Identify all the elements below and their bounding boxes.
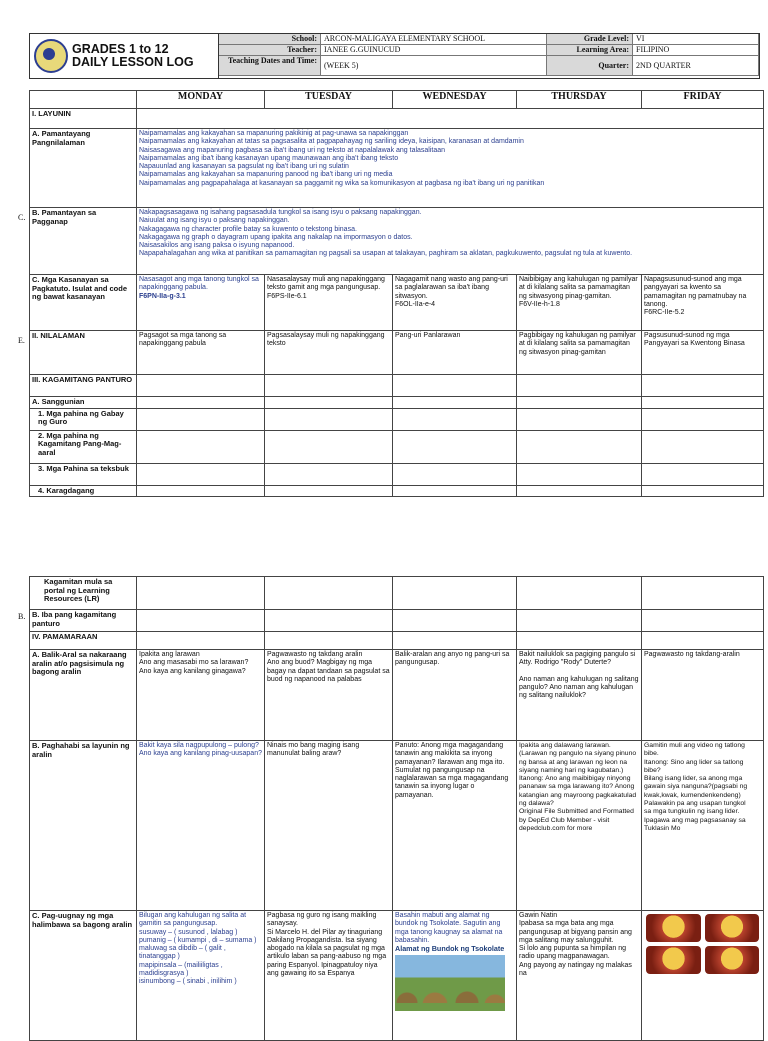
paghahabi-friday: Gamitin muli ang video ng tatlong bibe. Itanong: Sino ang lider sa tatlong bibe? Bilang isang lider, sa anong mga gawain siya nanguna?(pagsabi ng kwak,kwak, kumendenkendeng) Palawakin pa ang usapan tungkol sa mga tungkulin ng isang lider. Ipagawa ang mag pagsasanay sa Tuklasin Mo bbox=[642, 741, 764, 911]
kasanayan-wednesday bbox=[393, 275, 517, 331]
empty-cell bbox=[393, 577, 517, 610]
empty-cell bbox=[265, 397, 393, 409]
pamantayang-content bbox=[137, 129, 764, 208]
empty-cell bbox=[517, 577, 642, 610]
empty-cell bbox=[137, 632, 265, 650]
pag-uugnay-tuesday: Pagbasa ng guro ng isang maikling sanaysay. Si Marcelo H. del Pilar ay tinaguriang Dakilang Propagandista. Isa siyang abogado na kilala sa pagsulat ng mga artikulo laban sa pang-aabuso ng mga paring Espanyol. Ipinagpatuloy niya ang gawaing ito sa Espanya bbox=[265, 911, 393, 1041]
empty-cell bbox=[642, 430, 764, 463]
kasanayan-text: Naibibigay ang kahulugan ng pamilyar at di kilalang salita sa pamamagitan ng sitwasyong pinag-gamitan. bbox=[519, 276, 638, 300]
empty-cell bbox=[642, 485, 764, 497]
empty-cell bbox=[393, 375, 517, 397]
crown-image bbox=[646, 914, 701, 942]
empty-cell bbox=[517, 375, 642, 397]
paghahabi-tuesday: Ninais mo bang maging isang manunulat baling araw? bbox=[265, 741, 393, 911]
empty-cell bbox=[393, 463, 517, 485]
empty-cell bbox=[642, 463, 764, 485]
paghahabi-monday: Bakit kaya sila nagpupulong – pulong? Ano kaya ang kanilang pinag-uusapan? bbox=[137, 741, 265, 911]
pamantayang-line: Naisasagawa ang mapanuring pagbasa sa iba't ibang uri ng teksto at napalalawak ang talasalitaan bbox=[139, 146, 446, 154]
pamantayang-label: A. Pamantayang Pangnilalaman bbox=[30, 129, 137, 208]
chocolate-hills-image bbox=[395, 955, 505, 1011]
kagamitang-label: III. KAGAMITANG PANTURO bbox=[30, 375, 137, 397]
empty-cell bbox=[517, 632, 642, 650]
empty-cell bbox=[642, 577, 764, 610]
teaching-dates-label: Teaching Dates and Time: bbox=[219, 56, 321, 76]
page-title bbox=[72, 43, 194, 69]
deped-seal-icon bbox=[34, 39, 68, 73]
empty-cell bbox=[642, 397, 764, 409]
empty-cell bbox=[393, 632, 517, 650]
crown-image bbox=[646, 946, 701, 974]
grade-level-value: VI bbox=[633, 34, 759, 45]
nilalaman-thursday: Pagbibigay ng kahulugan ng pamilyar at di kilalang salita sa pamamagitan ng sitwasyon pinag-gamitan bbox=[517, 331, 642, 375]
empty-cell bbox=[517, 430, 642, 463]
margin-mark-b: B. bbox=[18, 612, 26, 621]
margin-mark-e: E. bbox=[18, 336, 25, 345]
day-header-monday: MONDAY bbox=[137, 91, 265, 109]
karagdagang-label: 4. Karagdagang bbox=[30, 485, 137, 497]
empty-cell bbox=[517, 408, 642, 430]
empty-cell bbox=[393, 430, 517, 463]
pagganap-line: Nakagagawa ng character profile batay sa kuwento o tekstong binasa. bbox=[139, 225, 357, 233]
gabay-label: 1. Mga pahina ng Gabay ng Guro bbox=[30, 408, 137, 430]
empty-cell bbox=[137, 408, 265, 430]
learning-area-value: FILIPINO bbox=[633, 45, 759, 56]
kasanayan-tuesday bbox=[265, 275, 393, 331]
nilalaman-label: II. NILALAMAN bbox=[30, 331, 137, 375]
header-box bbox=[29, 33, 760, 79]
lesson-table-page1 bbox=[29, 90, 764, 497]
empty-cell bbox=[137, 577, 265, 610]
school-value: ARCON-MALIGAYA ELEMENTARY SCHOOL bbox=[321, 34, 547, 45]
teaching-dates-value: (WEEK 5) bbox=[321, 56, 547, 76]
empty-cell bbox=[137, 610, 265, 632]
pag-uugnay-monday: Bilugan ang kahulugan ng salita at gamitin sa pangungusap. susuway – ( susunod , lalabag ) pumanig – ( kumampi , di – sumama ) maluwag sa dibdib – ( galit , tinatanggap ) mapipinsala – (mailiiligtas , madidisgrasya ) isinumbong – ( sinabi , inilihim ) bbox=[137, 911, 265, 1041]
quarter-label: Quarter: bbox=[547, 56, 633, 76]
pamantayang-line: Naipamamalas ang kakayahan sa mapanuring pakikinig at pag-unawa sa napakinggan bbox=[139, 130, 409, 137]
balik-aral-wednesday: Balik-aralan ang anyo ng pang-uri sa pangungusap. bbox=[393, 650, 517, 741]
teacher-value: IANEE G.GUINUCUD bbox=[321, 45, 547, 56]
empty-cell bbox=[137, 485, 265, 497]
nilalaman-tuesday: Pagsasalaysay muli ng napakinggang teksto bbox=[265, 331, 393, 375]
school-label: School: bbox=[219, 34, 321, 45]
header-info-grid bbox=[219, 34, 759, 78]
nilalaman-friday: Pagsusunud-sunod ng mga Pangyayari sa Kwentong Binasa bbox=[642, 331, 764, 375]
kasanayan-code: F6PN-IIa-g-3.1 bbox=[139, 292, 186, 300]
kagamitan-portal-label: Kagamitan mula sa portal ng Learning Resources (LR) bbox=[30, 577, 137, 610]
balik-aral-friday: Pagwawasto ng takdang-aralin bbox=[642, 650, 764, 741]
kasanayan-code: F6PS-IIe-6.1 bbox=[267, 292, 307, 300]
pagganap-line: Naiuulat ang isang isyu o paksang napakinggan. bbox=[139, 217, 290, 225]
teksbuk-label: 3. Mga Pahina sa teksbuk bbox=[30, 463, 137, 485]
kasanayan-label: C. Mga Kasanayan sa Pagkatuto. Isulat and code ng bawat kasanayan bbox=[30, 275, 137, 331]
kasanayan-code: F6V-IIe-h-1.8 bbox=[519, 300, 560, 308]
pag-uugnay-text: Basahin mabuti ang alamat ng bundok ng Tsokolate. Sagutin ang mga tanong kaugnay sa alamat na babasahin. bbox=[395, 912, 503, 944]
crown-image bbox=[705, 946, 760, 974]
balik-aral-tuesday: Pagwawasto ng takdang aralin Ano ang buod? Magbigay ng mga bagay na dapat tandaan sa pagsulat sa buod ng napanood na palabas bbox=[265, 650, 393, 741]
empty-cell bbox=[517, 397, 642, 409]
quarter-value: 2ND QUARTER bbox=[633, 56, 759, 76]
kasanayan-code: F6OL-IIa-e-4 bbox=[395, 300, 436, 308]
pagganap-line: Nakagagawa ng graph o dayagram upang ipakita ang nakalap na impormasyon o datos. bbox=[139, 233, 413, 241]
pang-aaral-label: 2. Mga pahina ng Kagamitang Pang-Mag-aaral bbox=[30, 430, 137, 463]
pagganap-label: B. Pamantayan sa Pagganap bbox=[30, 208, 137, 275]
pag-uugnay-label: C. Pag-uugnay ng mga halimbawa sa bagong aralin bbox=[30, 911, 137, 1041]
empty-cell bbox=[137, 375, 265, 397]
pagganap-content bbox=[137, 208, 764, 275]
day-header-wednesday: WEDNESDAY bbox=[393, 91, 517, 109]
kasanayan-friday bbox=[642, 275, 764, 331]
empty-cell bbox=[393, 397, 517, 409]
header-title-block bbox=[30, 34, 219, 78]
title-line-2: DAILY LESSON LOG bbox=[72, 55, 194, 69]
empty-cell bbox=[265, 463, 393, 485]
learning-area-label: Learning Area: bbox=[547, 45, 633, 56]
empty-cell bbox=[265, 485, 393, 497]
day-header-tuesday: TUESDAY bbox=[265, 91, 393, 109]
pag-uugnay-thursday: Gawin Natin Ipabasa sa mga bata ang mga pangungusap at bigyang pansin ang mga salitang may salungguhit. Si lolo ang pupunta sa himpilan ng radio upang magpanawagan. Ang payong ay natingay ng malakas na bbox=[517, 911, 642, 1041]
empty-cell bbox=[393, 610, 517, 632]
pamantayang-line: Napauunlad ang kasanayan sa pagsulat ng iba't ibang uri ng sulatin bbox=[139, 163, 349, 171]
empty-cell bbox=[642, 632, 764, 650]
crown-image bbox=[705, 914, 760, 942]
pamantayang-line: Naipamamalas ang pagpapahalaga at kasanayan sa paggamit ng wika sa komunikasyon at pagbasa ng iba't ibang uri ng panitikan bbox=[139, 179, 545, 187]
balik-aral-label: A. Balik-Aral sa nakaraang aralin at/o pagsisimula ng bagong aralin bbox=[30, 650, 137, 741]
empty-cell bbox=[393, 485, 517, 497]
empty-cell bbox=[265, 610, 393, 632]
alamat-caption: Alamat ng Bundok ng Tsokolate bbox=[395, 944, 505, 954]
pag-uugnay-friday bbox=[642, 911, 764, 1041]
title-line-1: GRADES 1 to 12 bbox=[72, 42, 169, 56]
empty-cell bbox=[265, 430, 393, 463]
pag-uugnay-wednesday bbox=[393, 911, 517, 1041]
nilalaman-monday: Pagsagot sa mga tanong sa napakinggang pabula bbox=[137, 331, 265, 375]
empty-cell bbox=[137, 430, 265, 463]
teacher-label: Teacher: bbox=[219, 45, 321, 56]
empty-cell bbox=[265, 632, 393, 650]
empty-cell bbox=[393, 408, 517, 430]
layunin-cell bbox=[137, 109, 764, 129]
kasanayan-monday bbox=[137, 275, 265, 331]
kasanayan-text: Nasasalaysay muli ang napakinggang teksto gamit ang mga pangungusap. bbox=[267, 276, 385, 292]
empty-cell bbox=[265, 408, 393, 430]
margin-mark-c: C. bbox=[18, 213, 26, 222]
pamantayang-line: Naipamamalas ang iba't ibang kasanayan upang maunawaan ang iba't ibang teksto bbox=[139, 154, 399, 162]
nilalaman-wednesday: Pang-uri Panlarawan bbox=[393, 331, 517, 375]
iba-pang-label: B. Iba pang kagamitang panturo bbox=[30, 610, 137, 632]
kasanayan-code: F6RC-IIe-5.2 bbox=[644, 309, 685, 317]
pamantayang-line: Naipamamalas ang kakayahan at tatas sa pagsasalita at pagpapahayag ng sariling ideya, kaisipan, karanasan at damdamin bbox=[139, 138, 524, 146]
pagganap-line: Napapahalagahan ang wika at panitikan sa pamamagitan ng pagsali sa usapan at talakayan, paghiram sa aklatan, pagkukuwento, pagsulat ng tula at kuwento. bbox=[139, 250, 633, 258]
empty-cell bbox=[265, 577, 393, 610]
empty-cell bbox=[517, 610, 642, 632]
pagganap-line: Naisasakilos ang isang paksa o isyung napanood. bbox=[139, 242, 295, 250]
empty-cell bbox=[265, 375, 393, 397]
empty-cell bbox=[137, 463, 265, 485]
paghahabi-wednesday: Panuto: Anong mga magagandang tanawin ang makikita sa inyong pamayanan? Ilarawan ang mga ito. Sumulat ng pangungusap na naglalarawan sa mga magagandang tanawin sa inyong lugar o pamayanan. bbox=[393, 741, 517, 911]
pagganap-line: Nakapagsasagawa ng isahang pagsasadula tungkol sa isang isyu o paksang napakinggan. bbox=[139, 209, 422, 216]
kasanayan-text: Nasasagot ang mga tanong tungkol sa napakinggang pabula. bbox=[139, 276, 259, 292]
day-header-thursday: THURSDAY bbox=[517, 91, 642, 109]
balik-aral-thursday: Bakit nailuklok sa pagiging pangulo si Atty. Rodrigo "Rody" Duterte? Ano naman ang kahulugan ng salitang pangulo? Ano naman ang kahulugan ng salitang nailuklok? bbox=[517, 650, 642, 741]
lesson-table-page2 bbox=[29, 576, 764, 1041]
crown-images bbox=[644, 912, 761, 976]
paghahabi-thursday: Ipakita ang dalawang larawan. (Larawan ng pangulo na siyang pinuno ng bansa at ang larawan ng leon na siyang naming hari ng kagubatan.) Itanong: Ano ang maibibigay ninyong pananaw sa mga larawang ito? Anong katangian ang mayroong pagkakatulad ng dalawa? Original File Submitted and Formatted by DepEd Club Member - visit depedclub.com for more bbox=[517, 741, 642, 911]
kasanayan-text: Nagagamit nang wasto ang pang-uri sa paglalarawan sa iba't ibang sitwasyon. bbox=[395, 276, 508, 300]
sanggunian-label: A. Sanggunian bbox=[30, 397, 137, 409]
empty-cell bbox=[642, 408, 764, 430]
balik-aral-monday: Ipakita ang larawan Ano ang masasabi mo sa larawan? Ano kaya ang kanilang ginagawa? bbox=[137, 650, 265, 741]
empty-cell bbox=[642, 610, 764, 632]
paghahabi-label: B. Paghahabi sa layunin ng aralin bbox=[30, 741, 137, 911]
day-header-friday: FRIDAY bbox=[642, 91, 764, 109]
day-header-blank bbox=[30, 91, 137, 109]
grade-level-label: Grade Level: bbox=[547, 34, 633, 45]
layunin-label: I. LAYUNIN bbox=[30, 109, 137, 129]
empty-cell bbox=[517, 485, 642, 497]
empty-cell bbox=[517, 463, 642, 485]
pamantayang-line: Naipamamalas ang kakayahan sa mapanuring panood ng iba't ibang uri ng media bbox=[139, 171, 393, 179]
kasanayan-text: Napagsusunud-sunod ang mga pangyayari sa kwento sa pamamagitan ng pamatnubay na tanong. bbox=[644, 276, 747, 308]
kasanayan-thursday bbox=[517, 275, 642, 331]
empty-cell bbox=[137, 397, 265, 409]
pamamaraan-label: IV. PAMAMARAAN bbox=[30, 632, 137, 650]
empty-cell bbox=[642, 375, 764, 397]
